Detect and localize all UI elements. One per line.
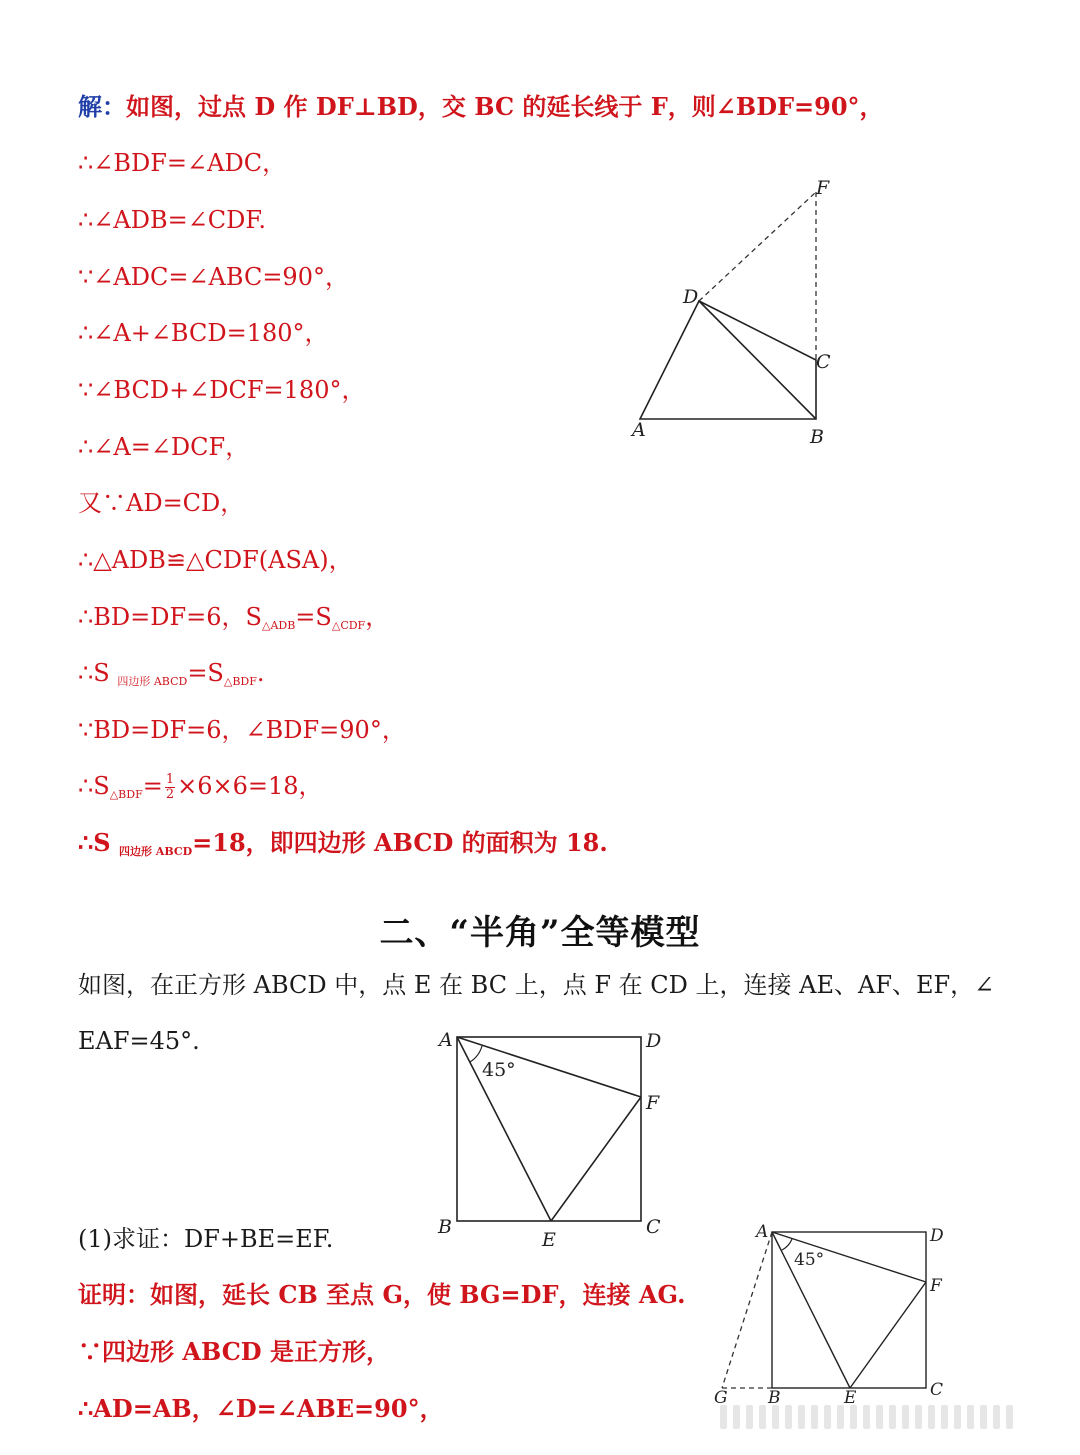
solution-line-8: 又∵AD=CD， [78,489,245,517]
solution-line-10 [78,602,389,641]
fig1-label-B: B [810,426,824,448]
solution-label: 解： [78,92,126,121]
l13-sub1: △BDF [109,788,143,801]
proof-line-1: 证明：如图，延长 CB 至点 G，使 BG=DF，连接 AG. [78,1280,686,1309]
l11-b: =S [187,659,224,687]
fraction [165,773,175,802]
solution-line-9: ∴△ADB≌△CDF(ASA)， [78,546,353,574]
proof-line-2: ∵四边形 ABCD 是正方形， [78,1337,390,1366]
solution-line-1 [78,92,884,122]
fig3-label-G: G [714,1388,728,1405]
l14-b: =18，即四边形 ABCD 的面积为 18. [192,828,608,857]
solution-line-4: ∵∠ADC=∠ABC=90°， [78,263,349,291]
solution-line-12: ∵BD=DF=6，∠BDF=90°， [78,716,406,744]
l10-sub1: △ADB [261,619,296,632]
l10-b: =S [295,603,332,631]
proof-line-3: ∴AD=AB，∠D=∠ABE=90°， [78,1394,444,1423]
fraction-denominator: 2 [165,787,175,802]
problem-line-1: 如图，在正方形 ABCD 中，点 E 在 BC 上，点 F 在 CD 上，连接 AE、AF、EF，∠ [78,971,995,999]
solution-text: 如图，过点 D 作 DF⊥BD，交 BC 的延长线于 F，则∠BDF=90°， [126,92,884,121]
solution-line-2: ∴∠BDF=∠ADC， [78,149,287,177]
l11-a: ∴S [78,659,118,687]
fig3-label-D: D [930,1226,944,1246]
fig1-label-F: F [816,177,830,199]
solution-line-6: ∵∠BCD+∠DCF=180°， [78,376,366,404]
l10-c: ， [365,603,390,631]
l10-a: ∴BD=DF=6，S [78,603,262,631]
l11-sub2: △BDF [223,675,257,688]
solution-line-7: ∴∠A=∠DCF， [78,433,250,461]
l13-c: ×6×6=18， [177,772,323,800]
problem-line-2: EAF=45°. [78,1027,200,1055]
part-1-question: (1)求证：DF+BE=EF. [78,1225,334,1253]
fig2-label-F: F [646,1092,660,1114]
fig3-label-F: F [930,1276,942,1296]
solution-line-14 [78,828,608,867]
solution-line-13 [78,771,323,810]
fig2-label-E: E [542,1229,556,1251]
fig3-angle-45: 45° [794,1250,825,1270]
fig2-angle-45: 45° [482,1059,516,1081]
fig3-label-B: B [768,1388,781,1405]
l13-b: = [142,772,163,800]
fig2-label-C: C [646,1216,661,1238]
fig2-label-D: D [646,1030,662,1052]
figure-3-square-extended [700,1215,960,1405]
solution-line-11 [78,658,265,697]
fig3-label-C: C [930,1380,944,1400]
fig2-label-B: B [438,1216,452,1238]
l14-a: ∴S [78,828,119,857]
watermark-bars [720,1405,1060,1433]
l11-sub1: 四边形 ABCD [117,675,188,688]
fig3-label-E: E [844,1388,857,1405]
fig1-label-A: A [632,419,646,441]
figure-2-square [430,1020,680,1260]
solution-line-5: ∴∠A+∠BCD=180°， [78,319,329,347]
solution-line-3: ∴∠ADB=∠CDF. [78,206,266,234]
l11-c: . [256,659,265,687]
fig2-label-A: A [439,1029,453,1051]
l14-sub1: 四边形 ABCD [118,845,193,858]
l10-sub2: △CDF [331,619,366,632]
l13-a: ∴S [78,772,110,800]
fig3-label-A: A [756,1222,769,1242]
figure-1-quadrilateral [620,170,840,460]
fig1-label-C: C [816,351,831,373]
fraction-numerator: 1 [165,772,175,787]
fig1-label-D: D [683,286,699,308]
section-heading: 二、“半角”全等模型 [379,913,701,953]
